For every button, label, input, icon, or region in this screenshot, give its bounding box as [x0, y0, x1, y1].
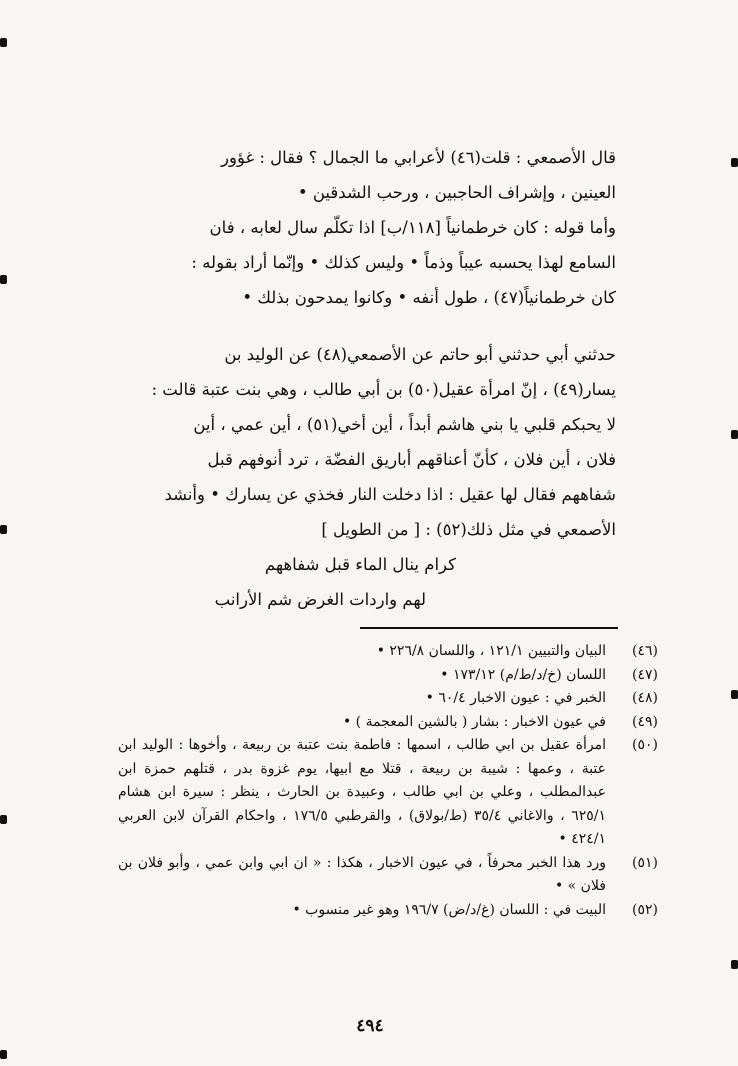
footnote — [118, 664, 658, 688]
footnote-number: (٥٠) — [632, 737, 658, 753]
verse-line: لهم واردات الغرض شم الأرانب — [214, 590, 426, 609]
footnote-number: (٤٨) — [632, 690, 658, 706]
text-line: العينين ، وإشراف الحاجبين ، ورحب الشدقين • — [297, 183, 616, 202]
footnote — [118, 711, 658, 735]
page-number: ٤٩٤ — [356, 1016, 384, 1036]
text-line: فلان ، أين فلان ، كأنّ أعناقهم أباريق الفضّة ، ترد أنوفهم قبل — [207, 450, 616, 469]
footnote-text: اللسان (خ/د/ط/م) ١٧٣/١٢ • — [440, 666, 606, 683]
scan-edge-mark — [0, 275, 7, 284]
scan-edge-mark — [731, 690, 738, 699]
footnote-number: (٤٦) — [632, 643, 658, 659]
scan-edge-mark — [0, 815, 7, 824]
footnote-text: البيت في : اللسان (غ/د/ض) ١٩٦/٧ وهو غير منسوب • — [292, 901, 606, 918]
footnote-number: (٥١) — [632, 854, 658, 871]
footnote — [118, 852, 658, 899]
footnote-text: البيان والتبيين ١٢١/١ ، واللسان ٢٢٦/٨ • — [376, 643, 606, 659]
text-line: لا يحبكم قلبي يا بني هاشم أبداً ، أين أخي(٥١) ، أين عمي ، أين — [193, 415, 616, 434]
footnote-number: (٤٩) — [632, 713, 658, 730]
footnote — [118, 734, 658, 852]
scan-edge-mark — [731, 158, 738, 167]
footnote — [118, 687, 658, 711]
text-line: الأصمعي في مثل ذلك(٥٢) : [ من الطويل ] — [321, 520, 616, 539]
scan-edge-mark — [0, 525, 7, 534]
scan-edge-mark — [0, 38, 7, 47]
footnote-number: (٤٧) — [632, 666, 658, 683]
text-line: وأما قوله : كان خرطمانياً [١١٨/ب] اذا تكلّم سال لعابه ، فان — [209, 218, 616, 237]
text-line: السامع لهذا يحسبه عيباً وذماً • وليس كذلك • وإنّما أراد بقوله : — [191, 253, 616, 272]
text-line: قال الأصمعي : قلت(٤٦) لأعرابي ما الجمال ؟ فقال : غؤور — [221, 148, 616, 167]
footnote-text: امرأة عقيل بن ابي طالب ، اسمها : فاطمة بنت عتبة بن ربيعة ، وأخوها : الوليد ابن عتبة ، وعمها : شيبة بن ربيعة ، قتلا مع ابيها، يوم غزوة بدر ، قتلهم حمزة ابن عبدالمطلب ، وعلي بن ابي طالب ، وعبيدة بن الحارث ، ينظر : سيرة ابن هشام ٦٢٥/١ ، والاغاني ٣٥/٤ (ط/بولاق) ، والقرطبي ١٧٦/٥ ، واحكام القرآن لابن العربي ٤٢٤/١ • — [118, 737, 607, 847]
footnote-text: في عيون الاخبار : بشار ( بالشين المعجمة ) • — [342, 713, 606, 730]
text-line: شفاههم فقال لها عقيل : اذا دخلت النار فخذي عن يسارك • وأنشد — [164, 485, 616, 504]
paragraph-gap — [118, 315, 616, 337]
scan-edge-mark — [0, 1050, 7, 1059]
footnotes — [118, 640, 658, 922]
text-line: حدثني أبي حدثني أبو حاتم عن الأصمعي(٤٨) عن الوليد بن — [224, 345, 616, 364]
footnote — [118, 899, 658, 923]
footnote — [118, 640, 658, 664]
footnote-text: الخبر في : عيون الاخبار ٦٠/٤ • — [425, 690, 606, 706]
verse-line: كرام ينال الماء قبل شفاههم — [264, 555, 456, 574]
text-line: كان خرطمانياً(٤٧) ، طول أنفه • وكانوا يمدحون بذلك • — [242, 288, 616, 307]
scan-edge-mark — [731, 960, 738, 969]
footnote-divider — [360, 627, 618, 629]
footnote-text: ورد هذا الخبر محرفاً ، في عيون الاخبار ، هكذا : « ان ابي وابن عمي ، وأبو فلان بن فلان » • — [118, 854, 606, 894]
text-line: يسار(٤٩) ، إنّ امرأة عقيل(٥٠) بن أبي طالب ، وهي بنت عتبة قالت : — [151, 380, 616, 399]
main-text — [118, 140, 616, 617]
scan-edge-mark — [731, 430, 738, 439]
footnote-number: (٥٢) — [632, 901, 658, 918]
